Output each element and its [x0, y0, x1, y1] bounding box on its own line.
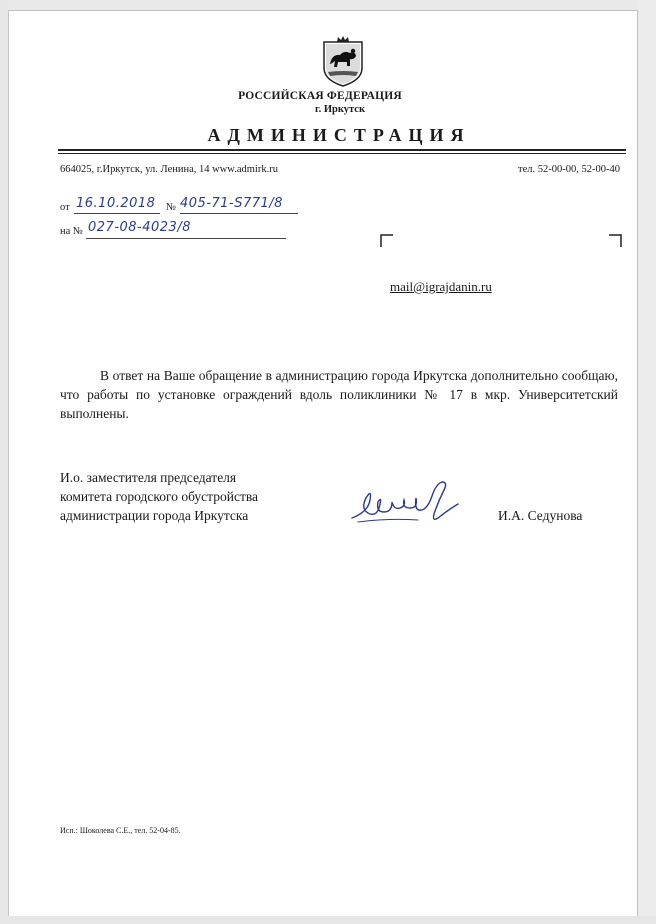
address-line: 664025, г.Иркутск, ул. Ленина, 14 www.admirk.ru — [60, 164, 278, 175]
number-sign: № — [166, 202, 177, 213]
phone-line: тел. 52-00-00, 52-00-40 — [518, 164, 620, 175]
scan-border-top — [0, 0, 656, 10]
city-heading: г. Иркутск — [315, 104, 365, 115]
handwritten-signature — [348, 478, 468, 528]
reply-value: 027-08-4023/8 — [88, 220, 191, 235]
number-underline — [180, 213, 298, 214]
header-divider — [58, 149, 626, 151]
coat-of-arms-icon — [320, 34, 366, 88]
federation-heading: РОССИЙСКАЯ ФЕДЕРАЦИЯ — [238, 90, 402, 102]
recipient-email[interactable]: mail@igrajdanin.ru — [390, 279, 492, 294]
header-divider-thin — [58, 153, 626, 154]
signer-position-line: И.о. заместителя председателя — [60, 470, 237, 485]
signer-position-line: администрации города Иркутска — [60, 508, 249, 523]
date-label: от — [60, 202, 70, 213]
letter-body — [60, 366, 618, 423]
executor-note: Исп.: Шоколева С.Е., тел. 52-04-85. — [60, 826, 181, 835]
reply-label: на № — [60, 226, 83, 237]
address-corner-left — [380, 234, 394, 248]
signer-position — [60, 468, 258, 525]
page-edge — [8, 10, 638, 11]
page-title: АДМИНИСТРАЦИЯ — [207, 125, 471, 145]
body-paragraph: В ответ на Ваше обращение в администрацию города Иркутска дополнительно сообщаю, что работы по установке ограждений вдоль поликлиники № 17 в мкр. Университетский выполнены. — [60, 368, 618, 421]
number-value: 405-71-S771/8 — [180, 196, 283, 211]
reply-underline — [86, 238, 286, 239]
date-underline — [74, 213, 160, 214]
address-corner-right — [608, 234, 622, 248]
signer-name: И.А. Седунова — [498, 508, 583, 523]
signer-position-line: комитета городского обустройства — [60, 489, 259, 504]
date-value: 16.10.2018 — [76, 196, 156, 211]
scan-border-bottom — [0, 916, 656, 924]
